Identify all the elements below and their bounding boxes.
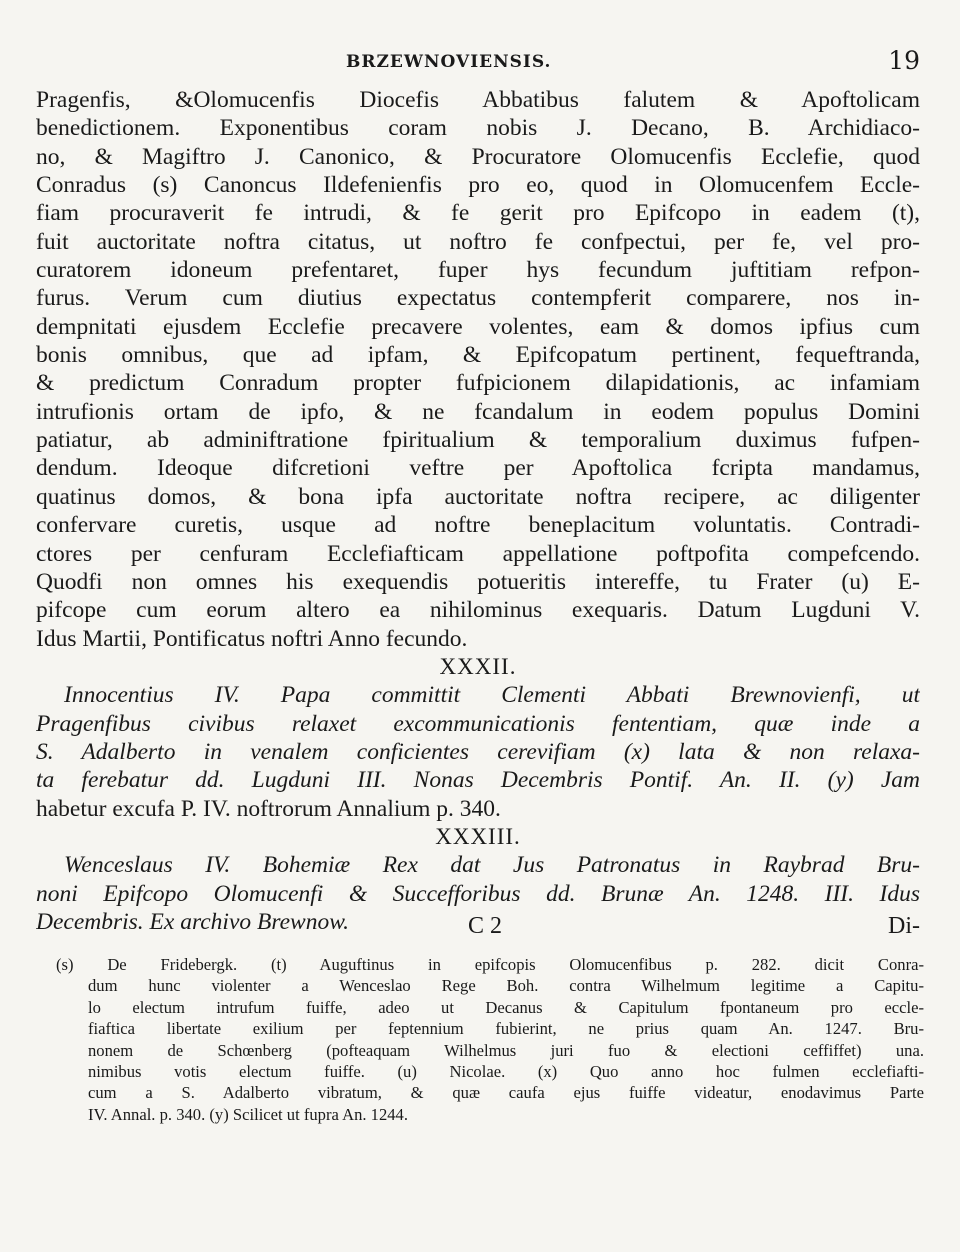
text-line: quatinus domos, & bona ipfa auctoritate noftra recipere, ac diligenter [36, 483, 920, 510]
text-line: Conradus (s) Canoncus Ildefenienfis pro eo, quod in Olomucenfem Eccle- [36, 172, 920, 199]
summary-line: Pragenfibus civibus relaxet excommunicationis fententiam, quæ inde a [36, 710, 920, 737]
main-text [36, 86, 920, 936]
text-line: dempnitati ejusdem Ecclefie precavere volentes, eam & domos ipfius cum [36, 313, 920, 340]
signature-mark: C 2 [468, 913, 503, 939]
footnote-line: nonem de Schœnberg (pofteaquam Wilhelmus juri fuo & electioni ceffiffet) una. [88, 1040, 924, 1060]
summary-line: noni Epifcopo Olomucenfi & Succefforibus dd. Brunæ An. 1248. III. Idus [36, 880, 920, 907]
text-line: dendum. Ideoque difcretioni veftre per Apoftolica fcripta mandamus, [36, 455, 920, 482]
text-line: pifcope cum eorum altero ea nihilominus exequaris. Datum Lugduni V. [36, 597, 920, 624]
text-line: Pragenfis, &Olomucenfis Diocefis Abbatibus falutem & Apoftolicam [36, 87, 920, 113]
footnote-line: nimibus votis electum fuiffe. (u) Nicolae. (x) Quo anno hoc fulmen ecclefiafti- [88, 1062, 924, 1082]
text-line: ctores per cenfuram Ecclefiafticam appellatione poftpofita compefcendo. [36, 540, 920, 567]
footnote-line: fiaftica libertate exilium per feptennium fubierint, ne prius quam An. 1247. Bru- [88, 1019, 924, 1039]
text-line: benedictionem. Exponentibus coram nobis J. Decano, B. Archidiaco- [36, 115, 920, 142]
text-line: intrufionis ortam de ipfo, & ne fcandalum in eodem populus Domini [36, 398, 920, 425]
text-line: Quodfi non omnes his exequendis potueritis intereffe, tu Frater (u) E- [36, 568, 920, 595]
text-line: fuit auctoritate noftra citatus, ut noftro fe confpectui, per fe, vel pro- [36, 228, 920, 255]
charter-paragraph [36, 86, 920, 653]
text-line: confervare curetis, usque ad noftre beneplacitum voluntatis. Contradi- [36, 512, 920, 539]
footnote-line: lo electum intrufum fuiffe, adeo ut Decanus & Capitulum fpontaneum pro eccle- [88, 997, 924, 1017]
text-line: furus. Verum cum diutius expectatus contempferit comparere, nos in- [36, 285, 920, 312]
footnote-line: (s) De Fridebergk. (t) Auguftinus in epifcopis Olomucenfibus p. 282. dicit Conra- [56, 955, 924, 974]
summary-line: ta ferebatur dd. Lugduni III. Nonas Decembris Pontif. An. II. (y) Jam [36, 767, 920, 794]
summary-line: Wenceslaus IV. Bohemiæ Rex dat Jus Patronatus in Raybrad Bru- [64, 852, 920, 879]
footnote-line: dum hunc violenter a Wenceslao Rege Boh. contra Wilhelmum legitime a Capitu- [88, 976, 924, 996]
text-line: no, & Magiftro J. Canonico, & Procuratore Olomucenfis Ecclefie, quod [36, 143, 920, 170]
text-line: Idus Martii, Pontificatus noftri Anno fecundo. [36, 625, 468, 652]
text-line: bonis omnibus, que ad ipfam, & Epifcopatum pertinent, fequeftranda, [36, 342, 920, 369]
summary-line: S. Adalberto in venalem conficientes cerevifiam (x) lata & non relaxa- [36, 738, 920, 765]
summary-line: habetur excufa P. IV. noftrorum Annalium p. 340. [36, 795, 501, 822]
summary-line: Innocentius IV. Papa committit Clementi Abbati Brewnovienfi, ut [64, 682, 920, 709]
footnotes [56, 954, 924, 1125]
footnote-line: cum a S. Adalberto vibratum, & quæ caufa ejus fuiffe videatur, enodavimus Parte [88, 1083, 924, 1103]
text-line: curatorem idoneum prefentaret, fuper hys fecundum juftitiam refpon- [36, 257, 920, 284]
section-number-33: XXXIII. [435, 823, 521, 849]
catch-line [36, 913, 920, 943]
summary-line: Decembris. Ex archivo Brewnow. [36, 908, 350, 935]
text-line: & predictum Conradum propter fufpicionem dilapidationis, ac infamiam [36, 370, 920, 397]
running-head: BRZEWNOVIENSIS. [346, 52, 552, 72]
section-summary-32 [36, 681, 920, 823]
section-number-32: XXXII. [439, 653, 517, 679]
text-line: patiatur, ab adminiftratione fpiritualium & temporalium duximus fufpen- [36, 427, 920, 454]
page-number: 19 [888, 46, 920, 75]
text-line: fiam procuraverit fe intrudi, & fe gerit pro Epifcopo in eadem (t), [36, 200, 920, 227]
catchword: Di- [888, 913, 920, 939]
footnote-line: IV. Annal. p. 340. (y) Scilicet ut fupra An. 1244. [88, 1104, 409, 1124]
